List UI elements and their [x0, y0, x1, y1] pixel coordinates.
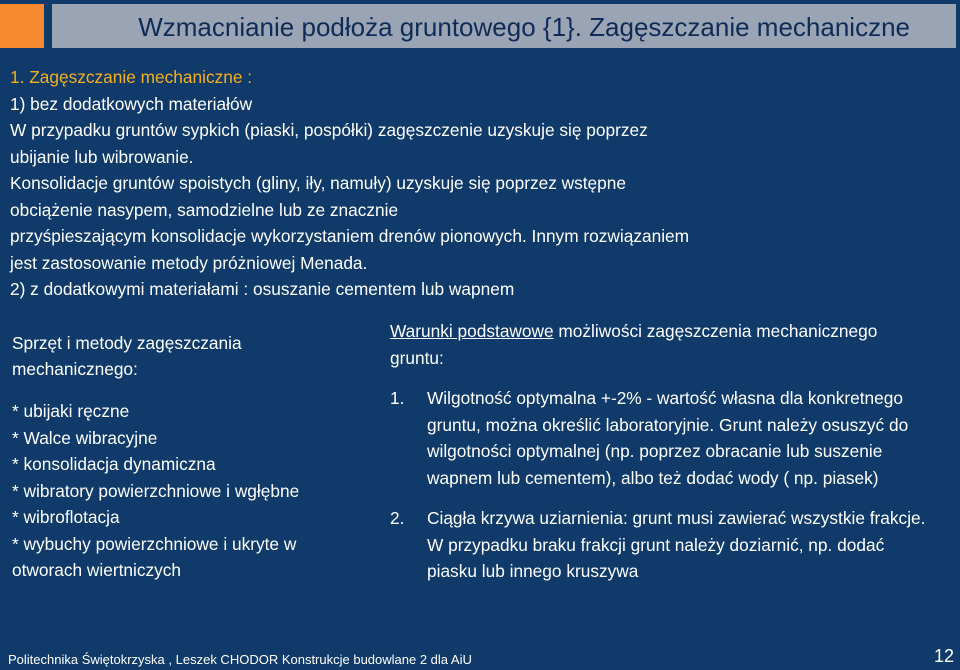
list-item: * wibratory powierzchniowe i wgłębne — [12, 480, 300, 501]
accent-square — [0, 4, 44, 48]
conditions-heading — [390, 318, 930, 371]
page-number: 12 — [933, 646, 954, 666]
list-text: Wilgotność optymalna +-2% - wartość własna dla konkretnego gruntu, można określić laboratoryjnie. Grunt należy osuszyć do wilgotności optymalnej (np. poprzez obracanie lub suszenie wapnem lub cementem), albo też dodać wody ( np. piasek) — [427, 388, 909, 488]
list-item: * Walce wibracyjne — [12, 427, 158, 448]
list-text: Ciągła krzywa uziarnienia: grunt musi zawierać wszystkie frakcje. W przypadku braku frakcji grunt należy doziarnić, np. dodać piasku lub innego kruszywa — [427, 508, 926, 581]
title-bar — [52, 4, 956, 48]
list-item: * wybuchy powierzchniowe i ukryte w otworach wiertniczych — [12, 533, 297, 580]
equipment-heading: Sprzęt i metody zagęszczania mechanicznego: — [12, 333, 242, 379]
list-item — [390, 505, 930, 585]
text-line: ubijanie lub wibrowanie. — [10, 146, 194, 167]
equipment-list — [12, 330, 352, 584]
list-number: 2. — [390, 508, 405, 528]
text-line: 1) bez dodatkowych materiałów — [10, 93, 253, 114]
footer-text: Politechnika Świętokrzyska , Leszek CHODOR Konstrukcje budowlane 2 dla AiU — [8, 652, 472, 667]
text-line: jest zastosowanie metody próżniowej Menada. — [10, 252, 368, 273]
conditions-list — [390, 318, 930, 599]
text-line: W przypadku gruntów sypkich (piaski, pospółki) zagęszczenie uzyskuje się poprzez — [10, 120, 648, 140]
list-item: * konsolidacja dynamiczna — [12, 454, 216, 474]
conditions-heading-underlined: Warunki podstawowe — [390, 321, 554, 341]
list-item: * wibroflotacja — [12, 507, 120, 527]
conditions-heading-rest: możliwości zagęszczenia mechanicznego gruntu: — [390, 321, 878, 368]
text-line: Konsolidacje gruntów spoistych (gliny, iły, namuły) uzyskuje się poprzez wstępne — [10, 173, 627, 193]
slide-title: Wzmacnianie podłoża gruntowego {1}. Zagęszczanie mechaniczne — [138, 12, 910, 42]
list-item — [390, 385, 930, 491]
list-item: * ubijaki ręczne — [12, 401, 130, 421]
text-line: 2) z dodatkowymi materiałami : osuszanie cementem lub wapnem — [10, 279, 515, 299]
list-number: 1. — [390, 388, 405, 408]
text-line: przyśpieszającym konsolidacje wykorzystaniem drenów pionowych. Innym rozwiązaniem — [10, 226, 690, 246]
main-text-block — [10, 64, 940, 303]
text-line: obciążenie nasypem, samodzielne lub ze znacznie — [10, 199, 399, 220]
section-heading: 1. Zagęszczanie mechaniczne : — [10, 67, 253, 87]
